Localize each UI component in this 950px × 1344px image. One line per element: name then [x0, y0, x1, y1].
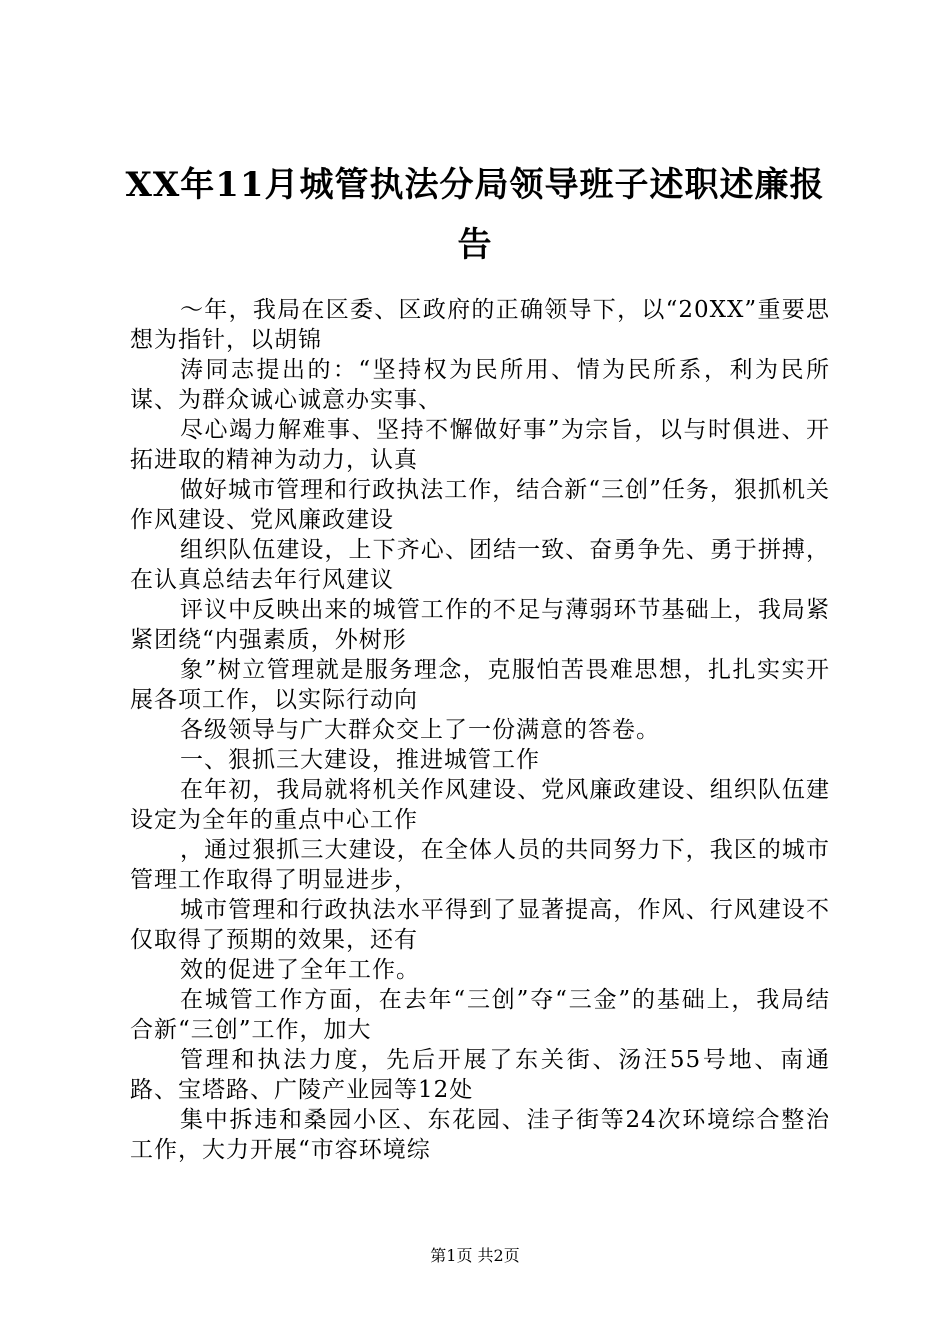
paragraph: ～年，我局在区委、区政府的正确领导下，以“20XX”重要思想为指针，以胡锦	[130, 297, 830, 353]
paragraph: 涛同志提出的：“坚持权为民所用、情为民所系，利为民所谋、为群众诚心诚意办实事、	[130, 357, 830, 413]
paragraph: 组织队伍建设，上下齐心、团结一致、奋勇争先、勇于拼搏，在认真总结去年行风建议	[130, 537, 830, 593]
paragraph: 各级领导与广大群众交上了一份满意的答卷。	[180, 717, 660, 743]
paragraph: 管理和执法力度，先后开展了东关街、汤汪55号地、南通路、宝塔路、广陵产业园等12处	[130, 1047, 830, 1103]
paragraph: 在年初，我局就将机关作风建设、党风廉政建设、组织队伍建设定为全年的重点中心工作	[130, 777, 830, 833]
paragraph: 做好城市管理和行政执法工作，结合新“三创”任务，狠抓机关作风建设、党风廉政建设	[130, 477, 830, 533]
document-title-line-1: XX年11月城管执法分局领导班子述职述廉报	[125, 165, 825, 205]
paragraph: ，通过狠抓三大建设，在全体人员的共同努力下，我区的城市管理工作取得了明显进步，	[130, 837, 830, 893]
section-heading: 一、狠抓三大建设，推进城管工作	[180, 747, 540, 773]
paragraph: 评议中反映出来的城管工作的不足与薄弱环节基础上，我局紧紧团绕“内强素质，外树形	[130, 597, 830, 653]
document-body	[130, 295, 830, 1165]
paragraph: 尽心竭力解难事、坚持不懈做好事”为宗旨，以与时俱进、开拓进取的精神为动力，认真	[130, 417, 830, 473]
paragraph: 在城管工作方面，在去年“三创”夺“三金”的基础上，我局结合新“三创”工作，加大	[130, 987, 830, 1043]
paragraph: 象”树立管理就是服务理念，克服怕苦畏难思想，扎扎实实开展各项工作，以实际行动向	[130, 657, 830, 713]
page-footer: 第1页 共2页	[430, 1246, 520, 1265]
document-title-line-2: 告	[457, 225, 493, 265]
paragraph: 集中拆违和桑园小区、东花园、洼子街等24次环境综合整治工作，大力开展“市容环境综	[130, 1107, 830, 1163]
paragraph: 效的促进了全年工作。	[180, 957, 420, 983]
paragraph: 城市管理和行政执法水平得到了显著提高，作风、行风建设不仅取得了预期的效果，还有	[130, 897, 830, 953]
